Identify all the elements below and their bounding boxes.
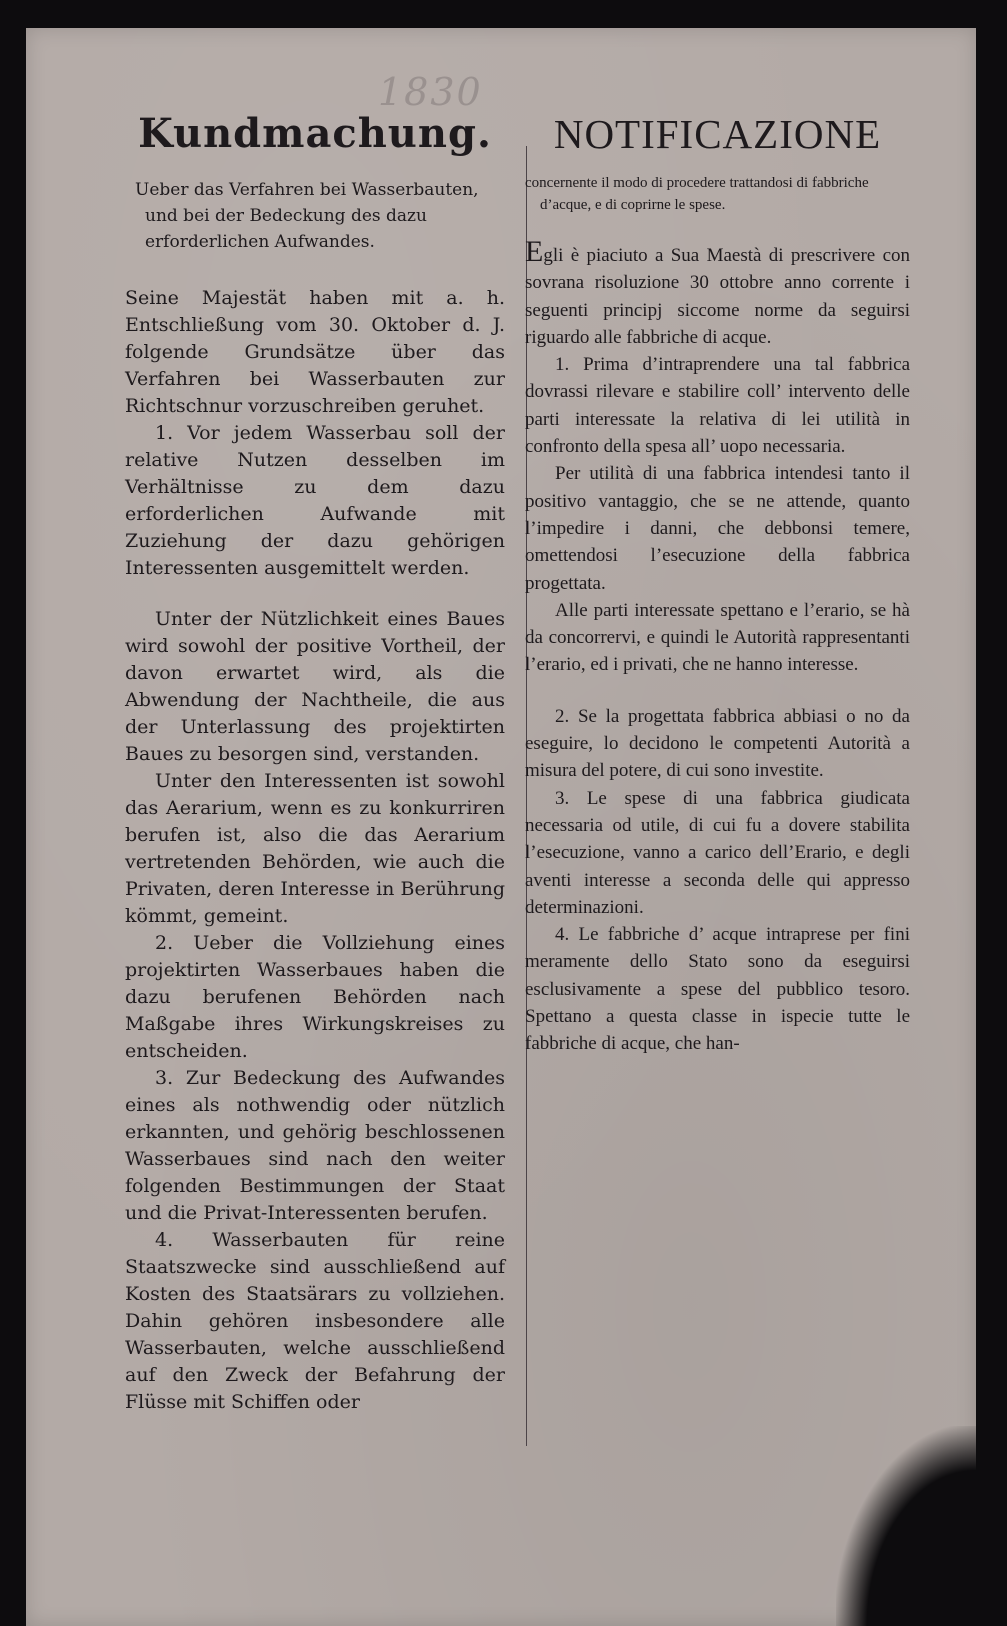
italian-paragraph-3: 3. Le spese di una fabbrica giudicata necessaria od utile, di cui fu a dovere stabilita l’esecuzione, vanno a carico dell’Erario, e degli aventi interesse a seconda delle qui appresso determinazioni. [525, 787, 910, 918]
italian-intro-text: gli è piaciuto a Sua Maestà di prescrivere con sovrana risoluzione 30 ottobre anno corrente i seguenti principj siccome norme da seguirsi riguardo alle fabbriche di acque. [525, 245, 910, 348]
german-column [125, 110, 505, 1416]
italian-paragraph-4: 4. Le fabbriche d’ acque intraprese per fini meramente dello Stato sono da eseguirsi esclusivamente a spese del pubblico tesoro. Spettano a questa classe in ispecie tutte le fabbriche di acque, che han- [525, 924, 910, 1055]
italian-title: NOTIFICAZIONE [553, 111, 882, 157]
italian-column [525, 110, 910, 1058]
german-paragraph-2: 2. Ueber die Vollziehung eines projektirten Wasserbaues haben die dazu berufenen Behörden nach Maßgabe ihres Wirkungskreises zu entscheiden. [125, 932, 505, 1062]
german-subtitle: Ueber das Verfahren bei Wasserbauten, und bei der Bedeckung des dazu erforderlichen Aufwandes. [135, 180, 479, 252]
german-paragraph-4: 4. Wasserbauten für reine Staatszwecke sind ausschließend auf Kosten des Staatsärars zu vollziehen. Dahin gehören insbesondere alle Wasserbauten, welche ausschließend auf den Zweck der Befahrung der Flüsse mit Schiffen oder [125, 1229, 505, 1413]
pencil-annotation: 1830 [378, 70, 483, 114]
italian-subtitle: concernente il modo di procedere trattandosi di fabbriche d’acque, e di coprirne le spese. [525, 175, 869, 213]
italian-paragraph-1: 1. Prima d’intraprendere una tal fabbrica dovrassi rilevare e stabilire coll’ intervento delle parti interessate la relativa di lei utilità in confronto della spesa all’ uopo necessaria. [525, 354, 910, 458]
italian-paragraph-2: 2. Se la progettata fabbrica abbiasi o no da eseguire, lo decidono le competenti Autorità a misura del potere, di cui sono investite. [525, 705, 910, 782]
italian-intro-initial: E [525, 235, 544, 268]
german-paragraph-1b: Unter der Nützlichkeit eines Baues wird sowohl der positive Vortheil, der davon erwartet wird, als die Abwendung der Nachtheile, die aus der Unterlassung des projektirten Baues zu besorgen sind, verstanden. [125, 608, 505, 765]
german-title: Kundmachung. [138, 110, 492, 157]
italian-paragraph-1c: Alle parti interessate spettano e l’erario, se hà da concorrervi, e quindi le Autorità rappresentanti l’erario, ed i privati, che ne hanno interesse. [525, 599, 910, 676]
burned-corner [836, 1426, 976, 1626]
german-paragraph-1: 1. Vor jedem Wasserbau soll der relative Nutzen desselben im Verhältnisse zu dem dazu erforderlichen Aufwande mit Zuziehung der dazu gehörigen Interessenten ausgemittelt werden. [125, 422, 505, 579]
german-paragraph-3: 3. Zur Bedeckung des Aufwandes eines als nothwendig oder nützlich erkannten, und gehörig beschlossenen Wasserbaues sind nach den weiter folgenden Bestimmungen der Staat und die Privat-Interessenten berufen. [125, 1067, 505, 1224]
italian-intro [525, 235, 910, 351]
italian-paragraph-1b: Per utilità di una fabbrica intendesi tanto il positivo vantaggio, che se ne attende, quanto l’impedire i danni, che debbonsi temere, omettendosi l’esecuzione della fabbrica progettata. [525, 463, 910, 594]
german-intro: Seine Majestät haben mit a. h. Entschließung vom 30. Oktober d. J. folgende Grundsätze über das Verfahren bei Wasserbauten zur Richtschnur vorzuschreiben geruhet. [125, 287, 505, 417]
german-paragraph-1c: Unter den Interessenten ist sowohl das Aerarium, wenn es zu konkurriren berufen ist, also die das Aerarium vertretenden Behörden, wie auch die Privaten, deren Interesse in Berührung kömmt, gemeint. [125, 770, 505, 927]
